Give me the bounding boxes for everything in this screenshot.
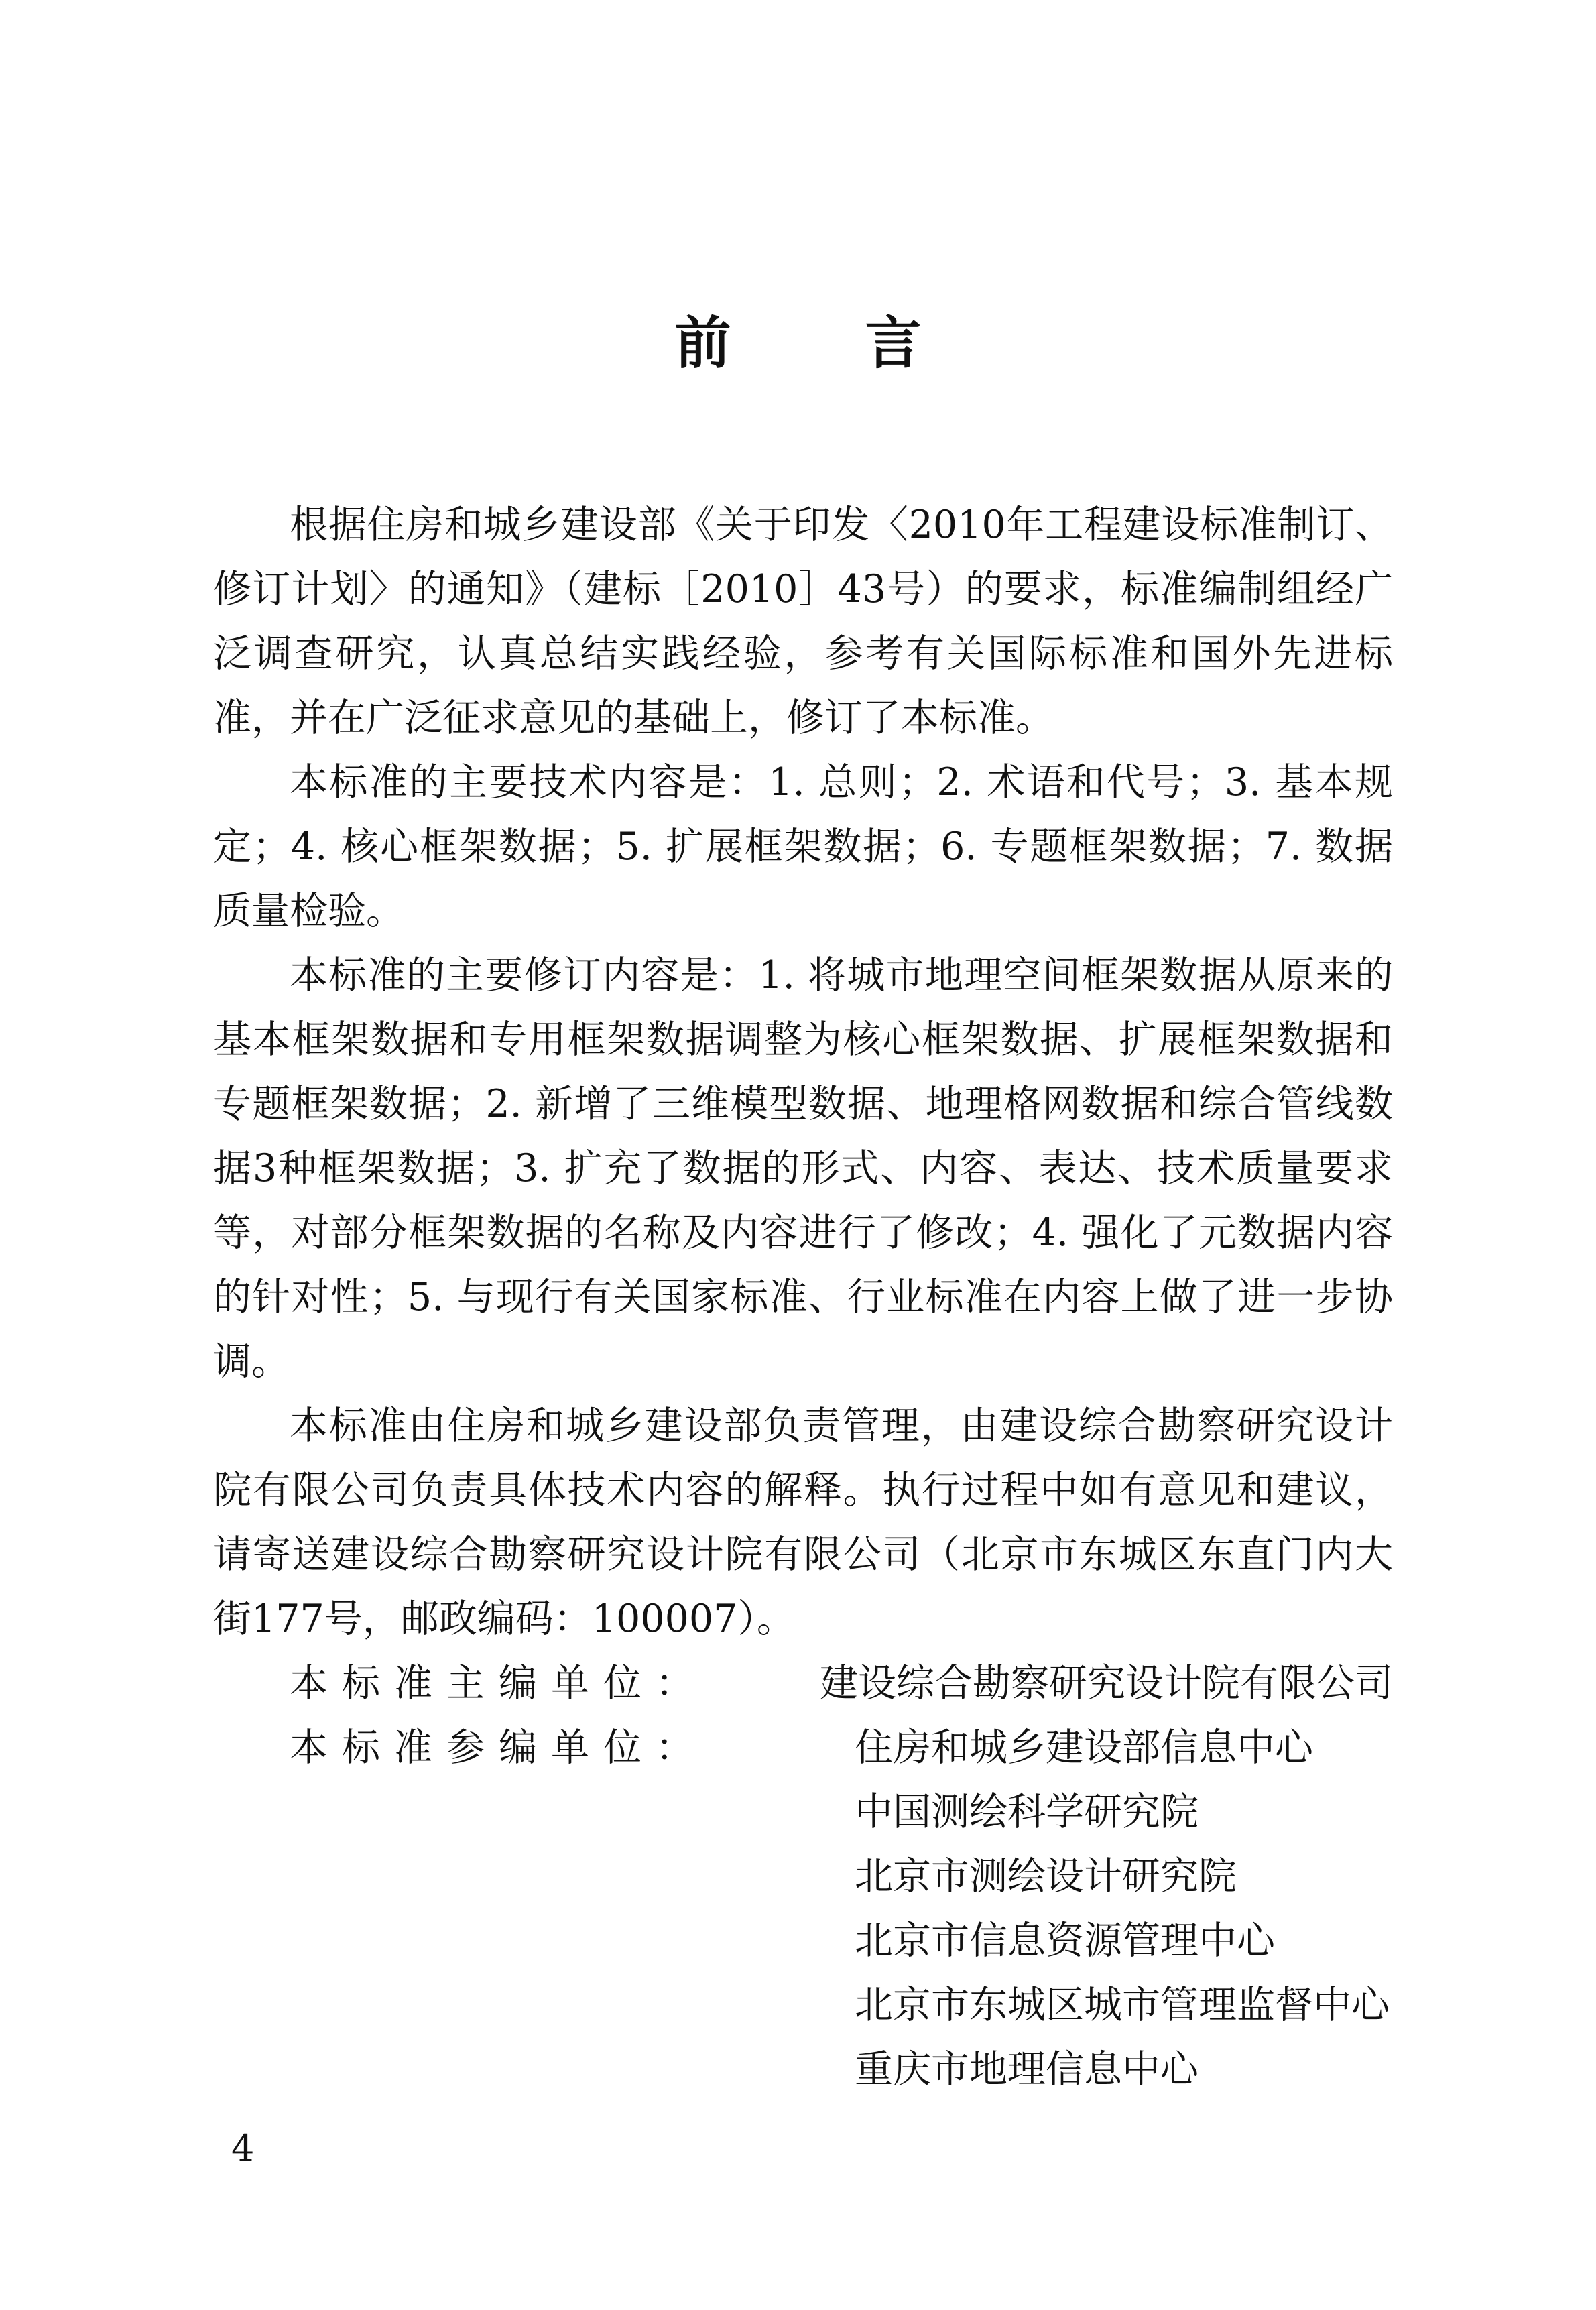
page-title-char-2: 言 xyxy=(865,310,922,376)
participating-units-row xyxy=(213,1715,1393,2102)
page-number: 4 xyxy=(231,2127,255,2169)
participating-unit: 重庆市地理信息中心 xyxy=(855,2047,1199,2091)
page-title xyxy=(0,310,1596,376)
chief-unit-label: 本标准主编单位： xyxy=(290,1661,708,1705)
participating-unit: 北京市测绘设计研究院 xyxy=(855,1854,1237,1898)
chief-unit-name: 建设综合勘察研究设计院有限公司 xyxy=(820,1661,1393,1705)
participating-unit: 北京市信息资源管理中心 xyxy=(855,1919,1275,1963)
paragraph-revision-content: 本标准的主要修订内容是：1. 将城市地理空间框架数据从原来的基本框架数据和专用框架数据调整为核心框架数据、扩展框架数据和专题框架数据；2. 新增了三维模型数据、地理格网数据和综合管线数据3种框架数据；3. 扩充了数据的形式、内容、表达、技术质量要求等，对部分框架数据的名称及内容进行了修改；4. 强化了元数据内容的针对性；5. 与现行有关国家标准、行业标准在内容上做了进一步协调。 xyxy=(213,953,1393,1384)
paragraph-main-content: 本标准的主要技术内容是：1. 总则；2. 术语和代号；3. 基本规定；4. 核心框架数据；5. 扩展框架数据；6. 专题框架数据；7. 数据质量检验。 xyxy=(213,760,1393,933)
paragraph-management: 本标准由住房和城乡建设部负责管理，由建设综合勘察研究设计院有限公司负责具体技术内容的解释。执行过程中如有意见和建议，请寄送建设综合勘察研究设计院有限公司（北京市东城区东直门内大街177号，邮政编码：100007）。 xyxy=(213,1404,1393,1641)
chief-unit-row xyxy=(213,1651,1393,1715)
participating-units-names xyxy=(855,1715,1393,2102)
drafting-units xyxy=(213,1651,1393,2102)
chief-unit-names xyxy=(820,1651,1393,1715)
participating-unit: 中国测绘科学研究院 xyxy=(855,1790,1199,1834)
preface-body xyxy=(213,493,1393,2102)
page-title-char-1: 前 xyxy=(674,310,731,376)
paragraph-basis: 根据住房和城乡建设部《关于印发〈2010年工程建设标准制订、修订计划〉的通知》（建标［2010］43号）的要求，标准编制组经广泛调查研究，认真总结实践经验，参考有关国际标准和国外先进标准，并在广泛征求意见的基础上，修订了本标准。 xyxy=(213,503,1393,740)
participating-units-label: 本标准参编单位： xyxy=(290,1725,708,1770)
participating-unit: 住房和城乡建设部信息中心 xyxy=(855,1725,1313,1770)
participating-unit: 北京市东城区城市管理监督中心 xyxy=(855,1983,1390,2027)
